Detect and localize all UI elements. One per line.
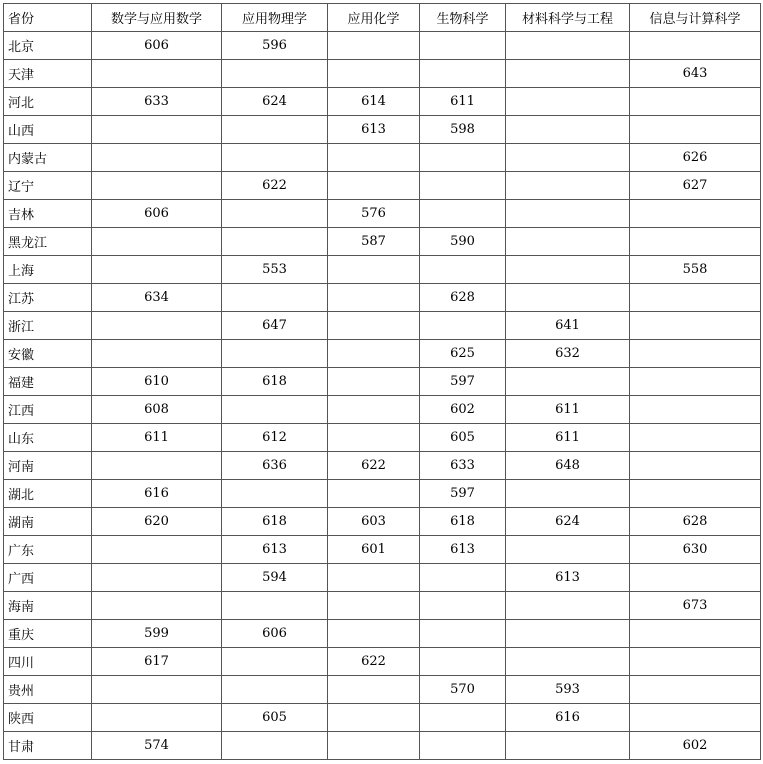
province-cell: 吉林 [4,200,92,228]
score-cell [630,424,761,452]
table-row [4,172,761,200]
province-cell: 江西 [4,396,92,424]
score-cell [328,564,420,592]
table-row [4,144,761,172]
score-cell: 553 [222,256,328,284]
score-cell [92,60,222,88]
score-cell [420,144,506,172]
score-cell [420,172,506,200]
score-cell: 622 [222,172,328,200]
score-cell [328,732,420,760]
score-cell [328,396,420,424]
score-cell: 626 [630,144,761,172]
score-cell [328,284,420,312]
score-cell: 636 [222,452,328,480]
table-row [4,592,761,620]
province-cell: 天津 [4,60,92,88]
score-cell: 598 [420,116,506,144]
province-cell: 广西 [4,564,92,592]
score-cell: 602 [420,396,506,424]
score-cell [506,60,630,88]
score-cell [92,592,222,620]
score-cell: 590 [420,228,506,256]
score-cell [506,200,630,228]
score-cell [222,648,328,676]
province-cell: 广东 [4,536,92,564]
column-header-major: 应用物理学 [222,4,328,32]
score-cell [92,452,222,480]
score-cell: 606 [222,620,328,648]
province-cell: 辽宁 [4,172,92,200]
score-cell: 633 [92,88,222,116]
score-cell [420,620,506,648]
province-cell: 浙江 [4,312,92,340]
score-cell: 611 [506,396,630,424]
score-cell: 606 [92,32,222,60]
score-cell: 597 [420,480,506,508]
score-cell [328,480,420,508]
score-cell [328,172,420,200]
province-cell: 四川 [4,648,92,676]
table-row [4,536,761,564]
score-cell: 618 [222,508,328,536]
table-row [4,256,761,284]
score-cell [630,32,761,60]
score-cell [420,60,506,88]
score-cell: 641 [506,312,630,340]
score-cell [630,200,761,228]
score-cell [420,648,506,676]
table-row [4,648,761,676]
score-cell [222,60,328,88]
score-cell: 643 [630,60,761,88]
score-cell: 616 [506,704,630,732]
province-cell: 安徽 [4,340,92,368]
table-row [4,368,761,396]
score-cell [506,172,630,200]
score-cell: 614 [328,88,420,116]
score-cell [630,480,761,508]
score-table [3,3,761,760]
score-cell: 633 [420,452,506,480]
score-cell: 603 [328,508,420,536]
column-header-major: 数学与应用数学 [92,4,222,32]
table-row [4,396,761,424]
province-cell: 北京 [4,32,92,60]
score-cell [92,536,222,564]
score-cell [328,312,420,340]
score-cell [630,564,761,592]
table-row [4,284,761,312]
score-cell [506,284,630,312]
score-cell: 593 [506,676,630,704]
score-cell [506,228,630,256]
score-cell [420,704,506,732]
score-cell: 602 [630,732,761,760]
score-cell: 627 [630,172,761,200]
score-cell: 596 [222,32,328,60]
score-cell [420,312,506,340]
score-cell: 558 [630,256,761,284]
score-cell: 616 [92,480,222,508]
score-cell: 570 [420,676,506,704]
score-cell [630,648,761,676]
score-cell [92,676,222,704]
score-cell: 611 [506,424,630,452]
table-row [4,732,761,760]
score-cell [328,704,420,732]
province-cell: 贵州 [4,676,92,704]
province-cell: 山东 [4,424,92,452]
score-cell [506,144,630,172]
score-cell: 618 [420,508,506,536]
score-cell [506,620,630,648]
table-row [4,88,761,116]
province-cell: 湖北 [4,480,92,508]
score-cell: 628 [420,284,506,312]
province-cell: 湖南 [4,508,92,536]
score-cell [328,368,420,396]
header-row [4,4,761,32]
score-cell: 587 [328,228,420,256]
score-cell: 617 [92,648,222,676]
score-cell: 630 [630,536,761,564]
score-cell [222,144,328,172]
score-cell: 574 [92,732,222,760]
score-cell [222,592,328,620]
score-cell [328,144,420,172]
province-cell: 陕西 [4,704,92,732]
score-cell: 594 [222,564,328,592]
score-cell [222,284,328,312]
column-header-province: 省份 [4,4,92,32]
score-cell [506,480,630,508]
table-row [4,116,761,144]
score-cell [420,564,506,592]
table-row [4,452,761,480]
province-cell: 内蒙古 [4,144,92,172]
score-cell [506,368,630,396]
province-cell: 海南 [4,592,92,620]
score-cell [92,564,222,592]
score-cell: 622 [328,648,420,676]
score-cell [222,116,328,144]
province-cell: 江苏 [4,284,92,312]
score-cell [506,592,630,620]
score-cell [420,732,506,760]
score-cell [328,676,420,704]
score-cell [92,172,222,200]
score-cell [328,424,420,452]
score-cell [222,480,328,508]
table-body [4,32,761,760]
score-cell [630,676,761,704]
table-row [4,228,761,256]
score-cell [630,368,761,396]
score-cell: 648 [506,452,630,480]
score-cell [420,32,506,60]
score-cell: 606 [92,200,222,228]
score-cell [222,200,328,228]
score-cell [630,116,761,144]
score-cell [222,732,328,760]
score-cell [630,620,761,648]
score-cell [506,648,630,676]
score-cell [630,88,761,116]
table-row [4,508,761,536]
province-cell: 福建 [4,368,92,396]
score-cell: 647 [222,312,328,340]
score-cell [420,592,506,620]
province-cell: 河南 [4,452,92,480]
score-cell: 612 [222,424,328,452]
score-cell: 610 [92,368,222,396]
score-cell: 620 [92,508,222,536]
province-cell: 上海 [4,256,92,284]
score-cell [506,32,630,60]
score-cell: 611 [420,88,506,116]
province-cell: 山西 [4,116,92,144]
score-cell [506,732,630,760]
score-cell [630,452,761,480]
score-cell [630,284,761,312]
table-row [4,620,761,648]
score-cell [420,256,506,284]
score-cell [92,312,222,340]
score-cell [222,340,328,368]
score-cell [92,256,222,284]
score-cell: 613 [420,536,506,564]
table-row [4,480,761,508]
score-cell: 613 [222,536,328,564]
score-cell: 634 [92,284,222,312]
score-cell: 613 [506,564,630,592]
province-cell: 重庆 [4,620,92,648]
score-cell [92,228,222,256]
score-cell [630,704,761,732]
table-row [4,60,761,88]
province-cell: 甘肃 [4,732,92,760]
score-cell [92,704,222,732]
table-row [4,340,761,368]
score-cell [630,396,761,424]
score-cell [328,60,420,88]
score-cell [630,340,761,368]
score-cell [328,592,420,620]
table-row [4,676,761,704]
score-cell: 611 [92,424,222,452]
table-row [4,32,761,60]
score-cell [506,116,630,144]
column-header-major: 应用化学 [328,4,420,32]
score-cell [328,256,420,284]
score-cell: 622 [328,452,420,480]
score-cell [328,340,420,368]
score-cell: 601 [328,536,420,564]
column-header-major: 材料科学与工程 [506,4,630,32]
score-cell: 599 [92,620,222,648]
score-cell: 597 [420,368,506,396]
score-cell: 618 [222,368,328,396]
score-cell: 624 [222,88,328,116]
score-cell [630,312,761,340]
score-cell [630,228,761,256]
province-cell: 黑龙江 [4,228,92,256]
score-cell [92,116,222,144]
score-cell: 605 [420,424,506,452]
score-cell [506,256,630,284]
column-header-major: 信息与计算科学 [630,4,761,32]
score-cell: 625 [420,340,506,368]
table-row [4,704,761,732]
score-cell [222,228,328,256]
score-cell: 673 [630,592,761,620]
score-cell [92,340,222,368]
score-cell: 624 [506,508,630,536]
score-cell: 608 [92,396,222,424]
province-cell: 河北 [4,88,92,116]
score-cell [92,144,222,172]
score-cell [328,32,420,60]
score-table-container [3,3,761,760]
score-cell: 605 [222,704,328,732]
score-cell [222,396,328,424]
table-row [4,200,761,228]
score-cell [222,676,328,704]
score-cell [506,536,630,564]
score-cell: 632 [506,340,630,368]
score-cell [420,200,506,228]
score-cell [506,88,630,116]
score-cell [328,620,420,648]
score-cell: 576 [328,200,420,228]
column-header-major: 生物科学 [420,4,506,32]
score-cell: 613 [328,116,420,144]
table-row [4,312,761,340]
score-cell: 628 [630,508,761,536]
table-row [4,424,761,452]
table-row [4,564,761,592]
